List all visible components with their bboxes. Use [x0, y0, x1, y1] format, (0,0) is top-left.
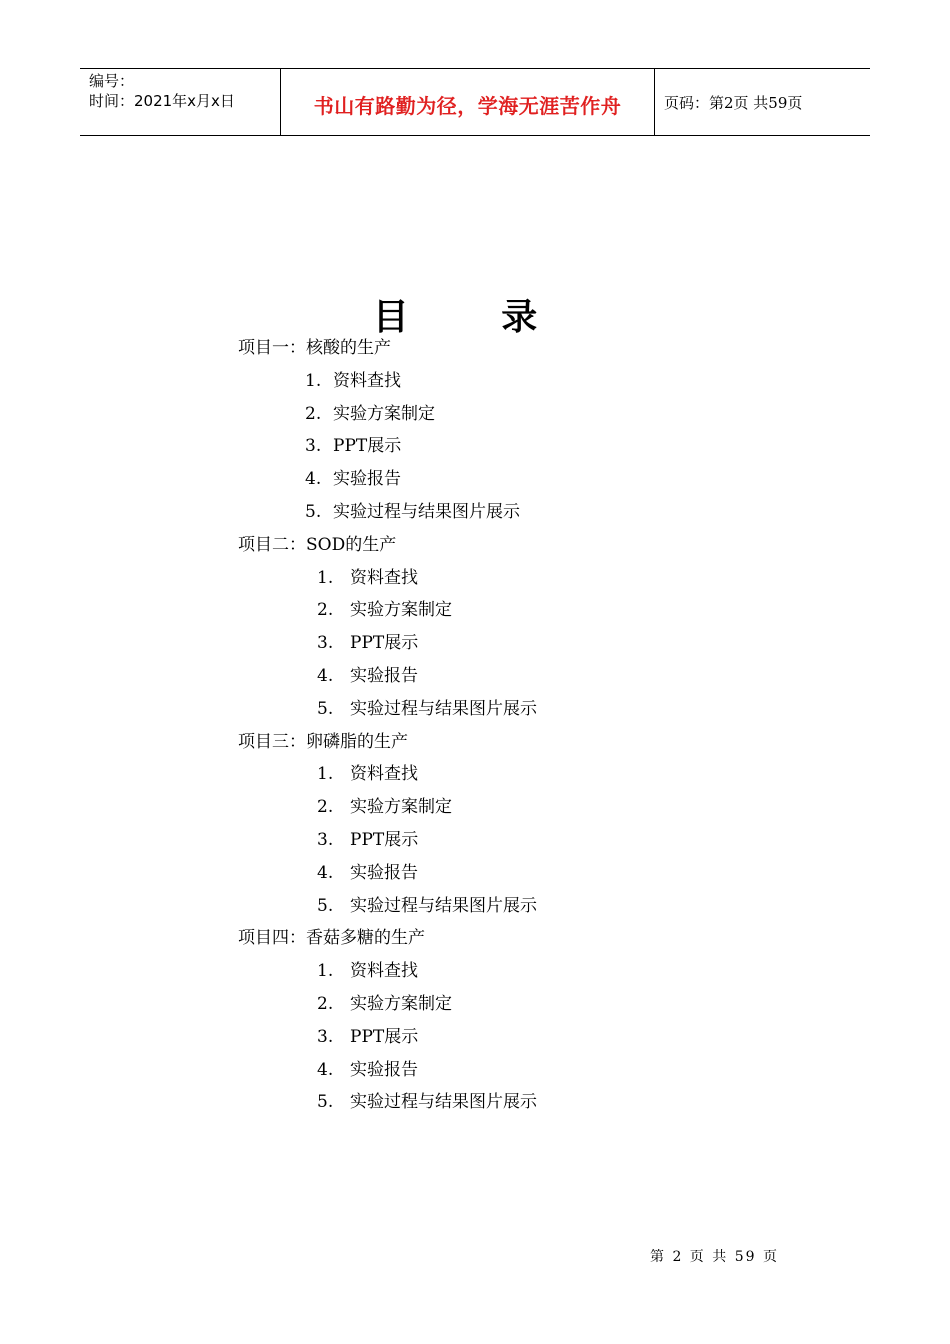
toc-item-number: 2. [317, 797, 334, 818]
toc-item-text: PPT展示 [350, 633, 419, 654]
header-motto-cell [281, 69, 655, 135]
toc-title: 目 录 [372, 297, 578, 338]
toc-item-number: 2. [317, 994, 334, 1014]
page-footer: 第 2 页 共 59 页 [650, 1249, 779, 1265]
toc-item [317, 664, 418, 688]
toc-item [305, 467, 401, 491]
toc-item-number: 4. [317, 666, 334, 686]
toc-item [317, 1090, 537, 1114]
toc-item-number: 4. [305, 469, 322, 490]
toc-item [317, 795, 452, 819]
toc-item-number: 5. [317, 895, 334, 916]
toc-item [317, 566, 418, 590]
number-label: 编号： [89, 72, 135, 90]
toc-item-text: 实验报告 [350, 1059, 418, 1080]
toc-item-number: 3. [317, 830, 334, 850]
toc-project-heading: 项目四：香菇多糖的生产 [238, 928, 425, 949]
toc-item-text: 实验方案制定 [350, 600, 452, 621]
toc-item-number: 5. [317, 698, 334, 719]
toc-item-number: 3. [317, 1026, 334, 1047]
toc-item [305, 434, 401, 458]
toc-item-number: 1. [305, 370, 322, 391]
toc-item-number: 1. [317, 567, 334, 588]
toc-item-number: 5. [305, 502, 322, 522]
header-motto: 书山有路勤为径，学海无涯苦作舟 [313, 93, 622, 118]
toc-item-text: 实验过程与结果图片展示 [350, 895, 537, 916]
toc-item-text: PPT展示 [350, 1026, 419, 1047]
toc-item-text: 资料查找 [333, 370, 401, 391]
toc-item-number: 2. [317, 600, 334, 621]
toc-item-text: 实验报告 [350, 666, 418, 686]
toc-item [317, 894, 537, 918]
header-page-info [655, 69, 870, 135]
toc-item-text: 资料查找 [350, 961, 418, 982]
toc-item [317, 992, 452, 1016]
toc-item-number: 1. [317, 764, 334, 785]
toc-item-number: 4. [317, 862, 334, 883]
toc-item [305, 369, 401, 393]
toc-item [317, 697, 537, 721]
toc-project-heading: 项目三：卵磷脂的生产 [238, 731, 408, 752]
toc-item-text: PPT展示 [350, 830, 419, 850]
toc-item [317, 762, 418, 786]
toc-project-heading: 项目一：核酸的生产 [238, 338, 391, 358]
header-meta [80, 69, 281, 135]
toc-item [317, 1025, 418, 1049]
toc-item [317, 861, 418, 885]
toc-item-text: 实验过程与结果图片展示 [350, 698, 537, 719]
toc-item [317, 828, 418, 852]
toc-item [317, 598, 452, 622]
toc-item [317, 631, 418, 655]
page-info-text: 页码：第2页 共59页 [664, 93, 803, 112]
toc-item-number: 3. [305, 436, 322, 457]
time-label: 时间：2021年x月x日 [89, 92, 235, 110]
toc-item-text: 实验方案制定 [333, 403, 435, 424]
document-header [80, 68, 870, 136]
toc-item-number: 2. [305, 403, 322, 424]
toc-item-number: 3. [317, 633, 334, 654]
toc-item [317, 959, 418, 983]
toc-item [317, 1058, 418, 1082]
toc-item-number: 5. [317, 1092, 334, 1113]
toc-project-heading: 项目二：SOD的生产 [238, 534, 397, 555]
toc-item-text: 实验报告 [350, 862, 418, 883]
toc-item-text: 资料查找 [350, 764, 418, 785]
toc-item-text: 实验报告 [333, 469, 401, 490]
toc-item [305, 500, 520, 524]
toc-item-text: 实验过程与结果图片展示 [333, 502, 520, 522]
toc-item-number: 1. [317, 961, 334, 982]
toc-item-number: 4. [317, 1059, 334, 1080]
toc-item-text: 实验方案制定 [350, 797, 452, 818]
toc-item-text: 实验方案制定 [350, 994, 452, 1014]
toc-item-text: 资料查找 [350, 567, 418, 588]
toc-item-text: PPT展示 [333, 436, 402, 457]
toc-item-text: 实验过程与结果图片展示 [350, 1092, 537, 1113]
toc-item [305, 402, 435, 426]
